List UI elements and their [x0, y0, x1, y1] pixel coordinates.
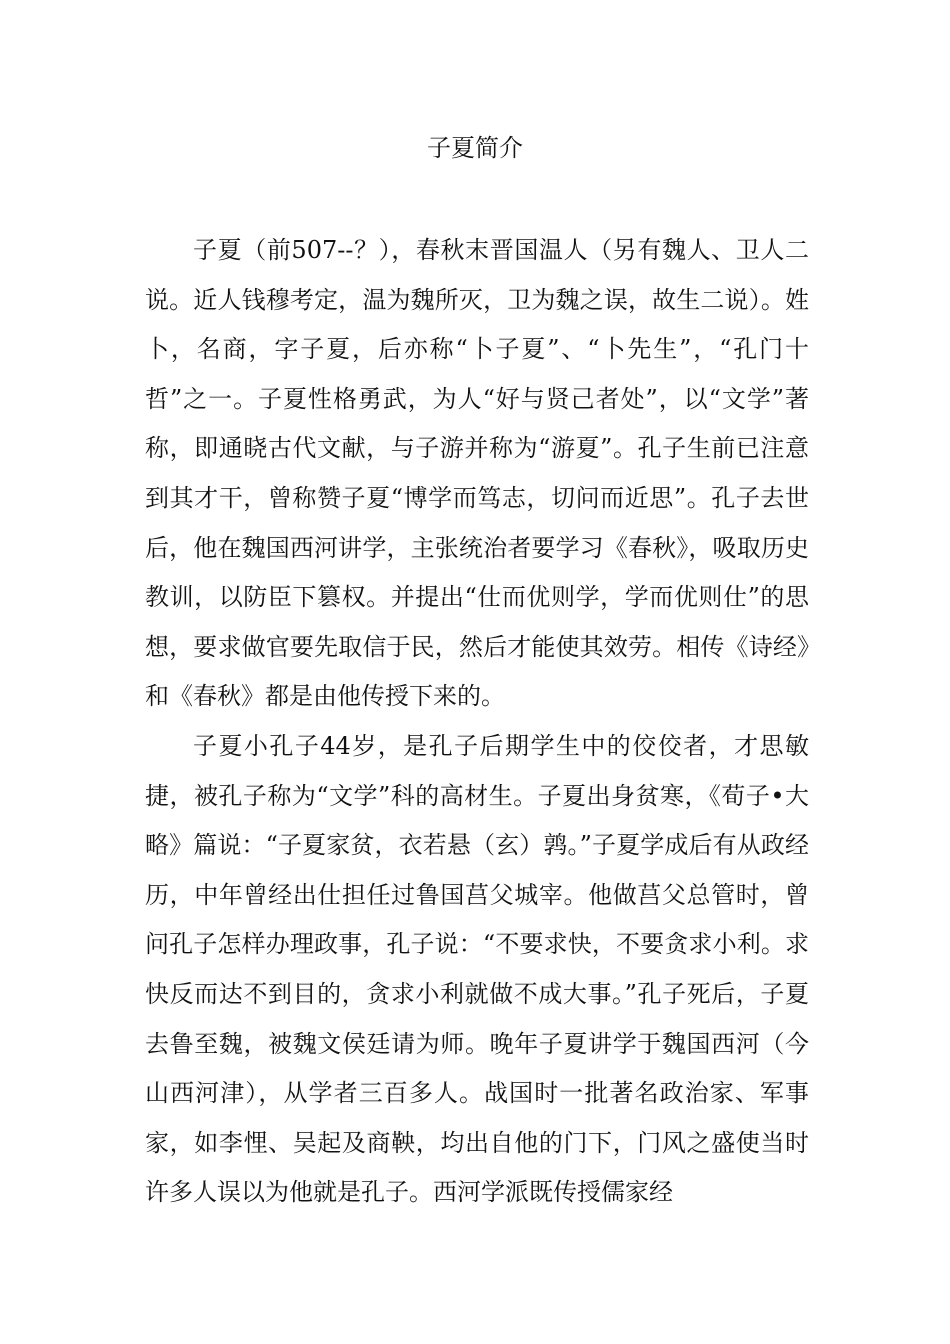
paragraph-2: 子夏小孔子44岁，是孔子后期学生中的佼佼者，才思敏捷，被孔子称为“文学”科的高材生。子夏出身贫寒，《荀子•大略》篇说：“子夏家贫，衣若悬（玄）鹑。”子夏学成后有从政经历，中年曾经出仕担任过鲁国莒父城宰。他做莒父总管时，曾问孔子怎样办理政事，孔子说：“不要求快，不要贪求小利。求快反而达不到目的，贪求小利就做不成大事。”孔子死后，子夏去鲁至魏，被魏文侯廷请为师。晚年子夏讲学于魏国西河（今山西河津），从学者三百多人。战国时一批著名政治家、军事家，如李悝、吴起及商鞅，均出自他的门下，门风之盛使当时许多人误以为他就是孔子。西河学派既传授儒家经 [145, 731, 809, 1207]
document-body [145, 226, 809, 1218]
paragraph-1: 子夏（前507--？），春秋末晋国温人（另有魏人、卫人二说。近人钱穆考定，温为魏所灭，卫为魏之误，故生二说）。姓卜，名商，字子夏，后亦称“卜子夏”、“卜先生”，“孔门十哲”之一。子夏性格勇武，为人“好与贤己者处”，以“文学”著称，即通晓古代文献，与子游并称为“游夏”。孔子生前已注意到其才干，曾称赞子夏“博学而笃志，切问而近思”。孔子去世后，他在魏国西河讲学，主张统治者要学习《春秋》，吸取历史教训，以防臣下篡权。并提出“仕而优则学，学而优则仕”的思想，要求做官要先取信于民，然后才能使其效劳。相传《诗经》和《春秋》都是由他传授下来的。 [145, 236, 809, 711]
page-title: 子夏简介 [427, 134, 523, 162]
